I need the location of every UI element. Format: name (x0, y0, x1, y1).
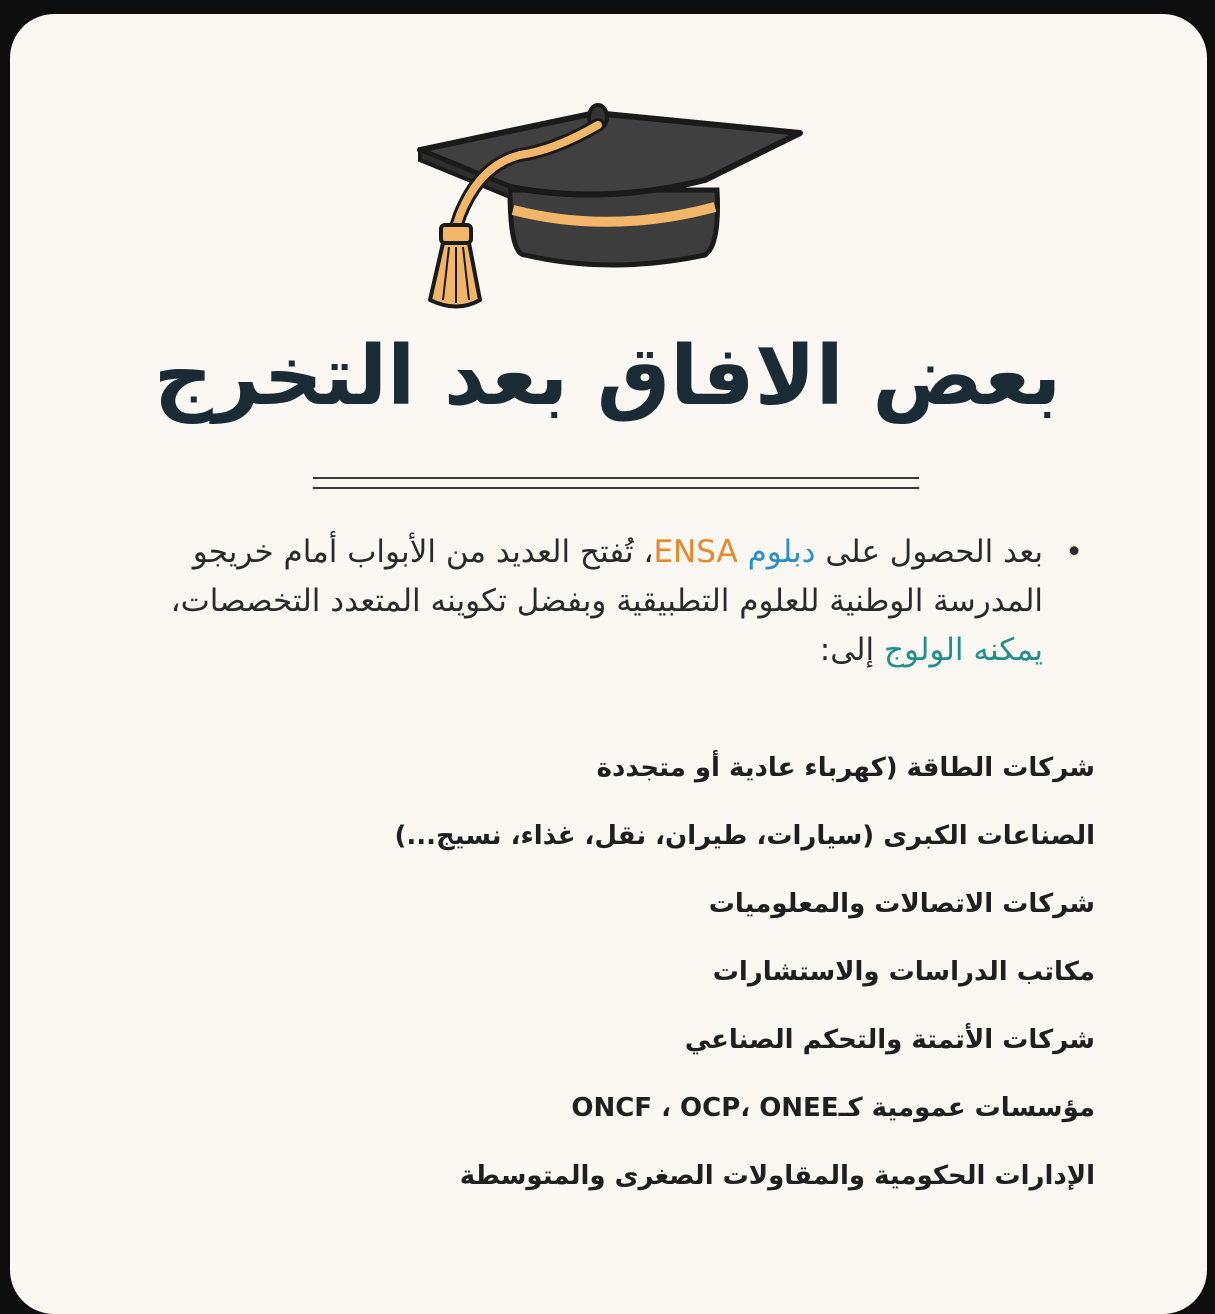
intro-highlight-ensa: ENSA (653, 534, 738, 570)
intro-text-2 (738, 534, 748, 570)
bullet-dot: • (1065, 535, 1083, 570)
divider-bottom (313, 487, 919, 489)
page-title: بعض الافاق بعد التخرج (153, 329, 1062, 424)
intro-highlight-access: يمكنه الولوج (883, 632, 1043, 668)
list-item: مكاتب الدراسات والاستشارات (712, 957, 1095, 987)
intro-highlight-diploma: دبلوم (747, 534, 816, 570)
list-item: الصناعات الكبرى (سيارات، طيران، نقل، غذاء، نسيج...) (394, 821, 1095, 851)
list-item: شركات الاتصالات والمعلوميات (708, 889, 1095, 919)
graduation-cap-icon (405, 95, 815, 320)
intro-text-3: ، تُفتح العديد من الأبواب أمام خريجو المدرسة الوطنية للعلوم التطبيقية وبفضل تكوينه المتعدد التخصصات، (170, 534, 1043, 619)
list-item: مؤسسات عمومية كـONCF ، OCP، ONEE (571, 1093, 1095, 1123)
intro-text-1: بعد الحصول على (815, 534, 1043, 570)
intro-paragraph (123, 528, 1083, 675)
intro-text-4: إلى: (819, 632, 884, 668)
divider-top (313, 477, 919, 479)
opportunities-list (195, 742, 1095, 1218)
list-item: شركات الأتمتة والتحكم الصناعي (684, 1025, 1095, 1055)
list-item: الإدارات الحكومية والمقاولات الصغرى والمتوسطة (459, 1161, 1095, 1191)
list-item: شركات الطاقة (كهرباء عادية أو متجددة (596, 753, 1095, 783)
